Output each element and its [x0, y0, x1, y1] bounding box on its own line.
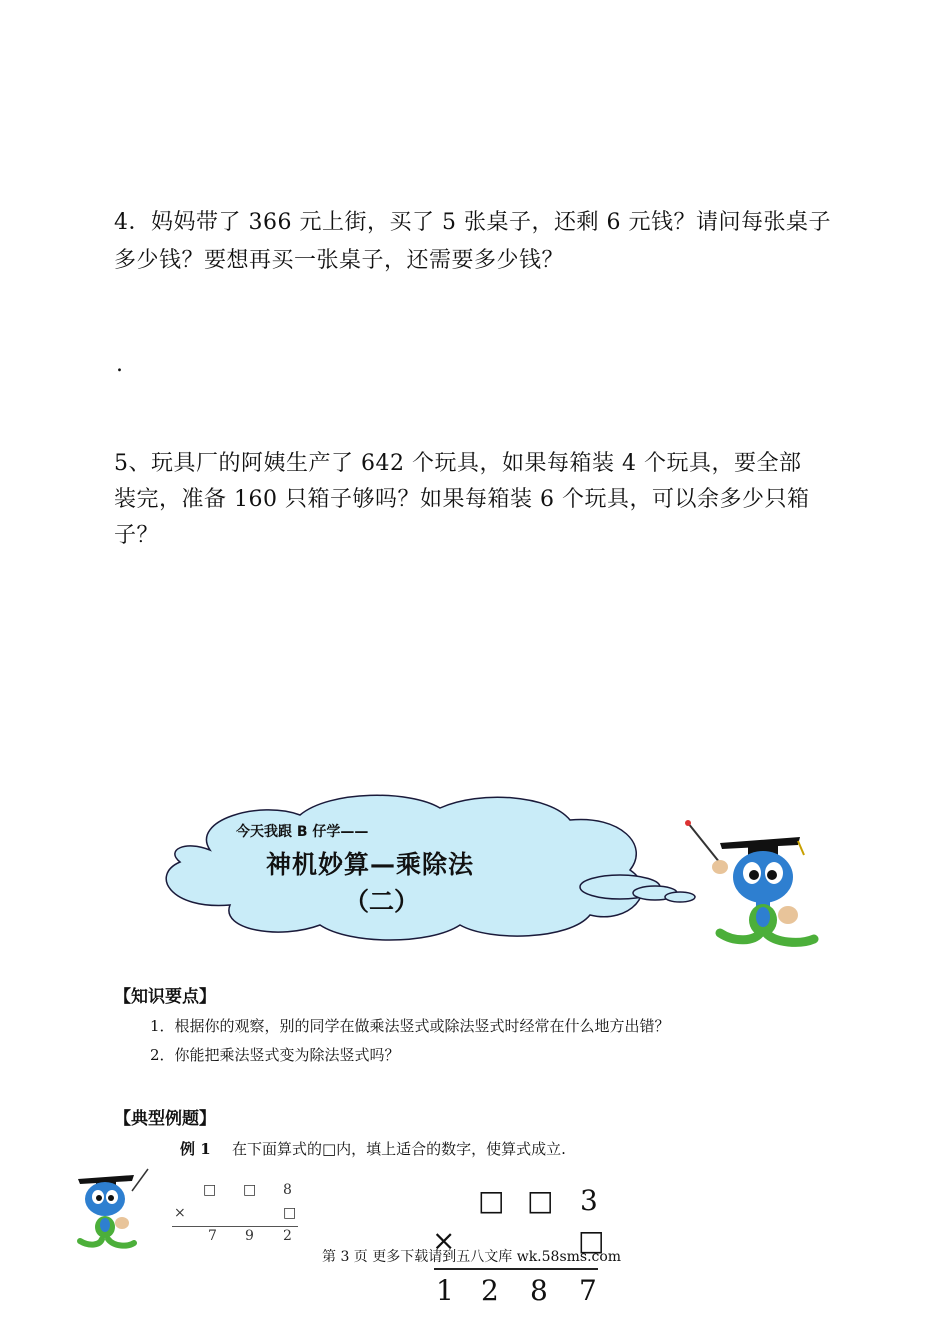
- question-4-line-1: 4．妈妈带了 366 元上街，买了 5 张桌子，还剩 6 元钱？请问每张桌子: [114, 210, 831, 235]
- big-result-digit-4: 7: [579, 1274, 597, 1307]
- question-5-line-1: 5、玩具厂的阿姨生产了 642 个玩具，如果每箱装 4 个玩具，要全部: [114, 451, 802, 476]
- big-row1-digit-1: □: [478, 1184, 505, 1217]
- banner-title: 神机妙算—乘除法: [266, 850, 475, 879]
- banner-subtitle-2: （二）: [344, 887, 420, 916]
- big-divider: [434, 1268, 598, 1270]
- small-result-digit-3: 2: [283, 1228, 292, 1244]
- big-row1-digit-2: □: [527, 1184, 554, 1217]
- question-5-line-3: 子？: [114, 523, 160, 548]
- big-result-digit-3: 8: [530, 1274, 548, 1307]
- example-1-text: 在下面算式的□内，填上适合的数字，使算式成立.: [232, 1140, 566, 1158]
- big-result-digit-2: 2: [481, 1274, 499, 1307]
- small-robot-mascot-icon: [72, 1165, 157, 1250]
- small-row1-digit-3: 8: [283, 1182, 292, 1198]
- example-1-label: 例 1: [180, 1140, 211, 1158]
- banner-subtitle: 今天我跟 B 仔学——: [236, 824, 369, 840]
- examples-heading: 【典型例题】: [114, 1109, 216, 1129]
- page-footer: 第 3 页 更多下载请到五八文库 wk.58sms.com: [322, 1249, 622, 1265]
- big-times-sign: ×: [432, 1224, 456, 1257]
- small-times-sign: ×: [174, 1205, 186, 1221]
- small-result-digit-1: 7: [208, 1228, 217, 1244]
- small-result-digit-2: 9: [245, 1228, 254, 1244]
- robot-mascot-icon: [680, 815, 830, 950]
- knowledge-item-1: 1．根据你的观察，别的同学在做乘法竖式或除法竖式时经常在什么地方出错？: [150, 1017, 670, 1035]
- big-row1-digit-3: 3: [580, 1184, 598, 1217]
- small-row1-digit-2: □: [243, 1182, 257, 1198]
- stray-dot: .: [116, 352, 124, 377]
- small-row2-box: □: [283, 1205, 297, 1221]
- big-row2-box: □: [578, 1224, 605, 1257]
- question-5-line-2: 装完，准备 160 只箱子够吗？如果每箱装 6 个玩具，可以余多少只箱: [114, 487, 810, 512]
- knowledge-heading: 【知识要点】: [114, 987, 216, 1007]
- question-4-line-2: 多少钱？要想再买一张桌子，还需要多少钱？: [114, 248, 565, 273]
- small-row1-digit-1: □: [203, 1182, 217, 1198]
- knowledge-item-2: 2．你能把乘法竖式变为除法竖式吗？: [150, 1046, 400, 1064]
- small-divider: [172, 1226, 298, 1227]
- big-result-digit-1: 1: [436, 1274, 454, 1307]
